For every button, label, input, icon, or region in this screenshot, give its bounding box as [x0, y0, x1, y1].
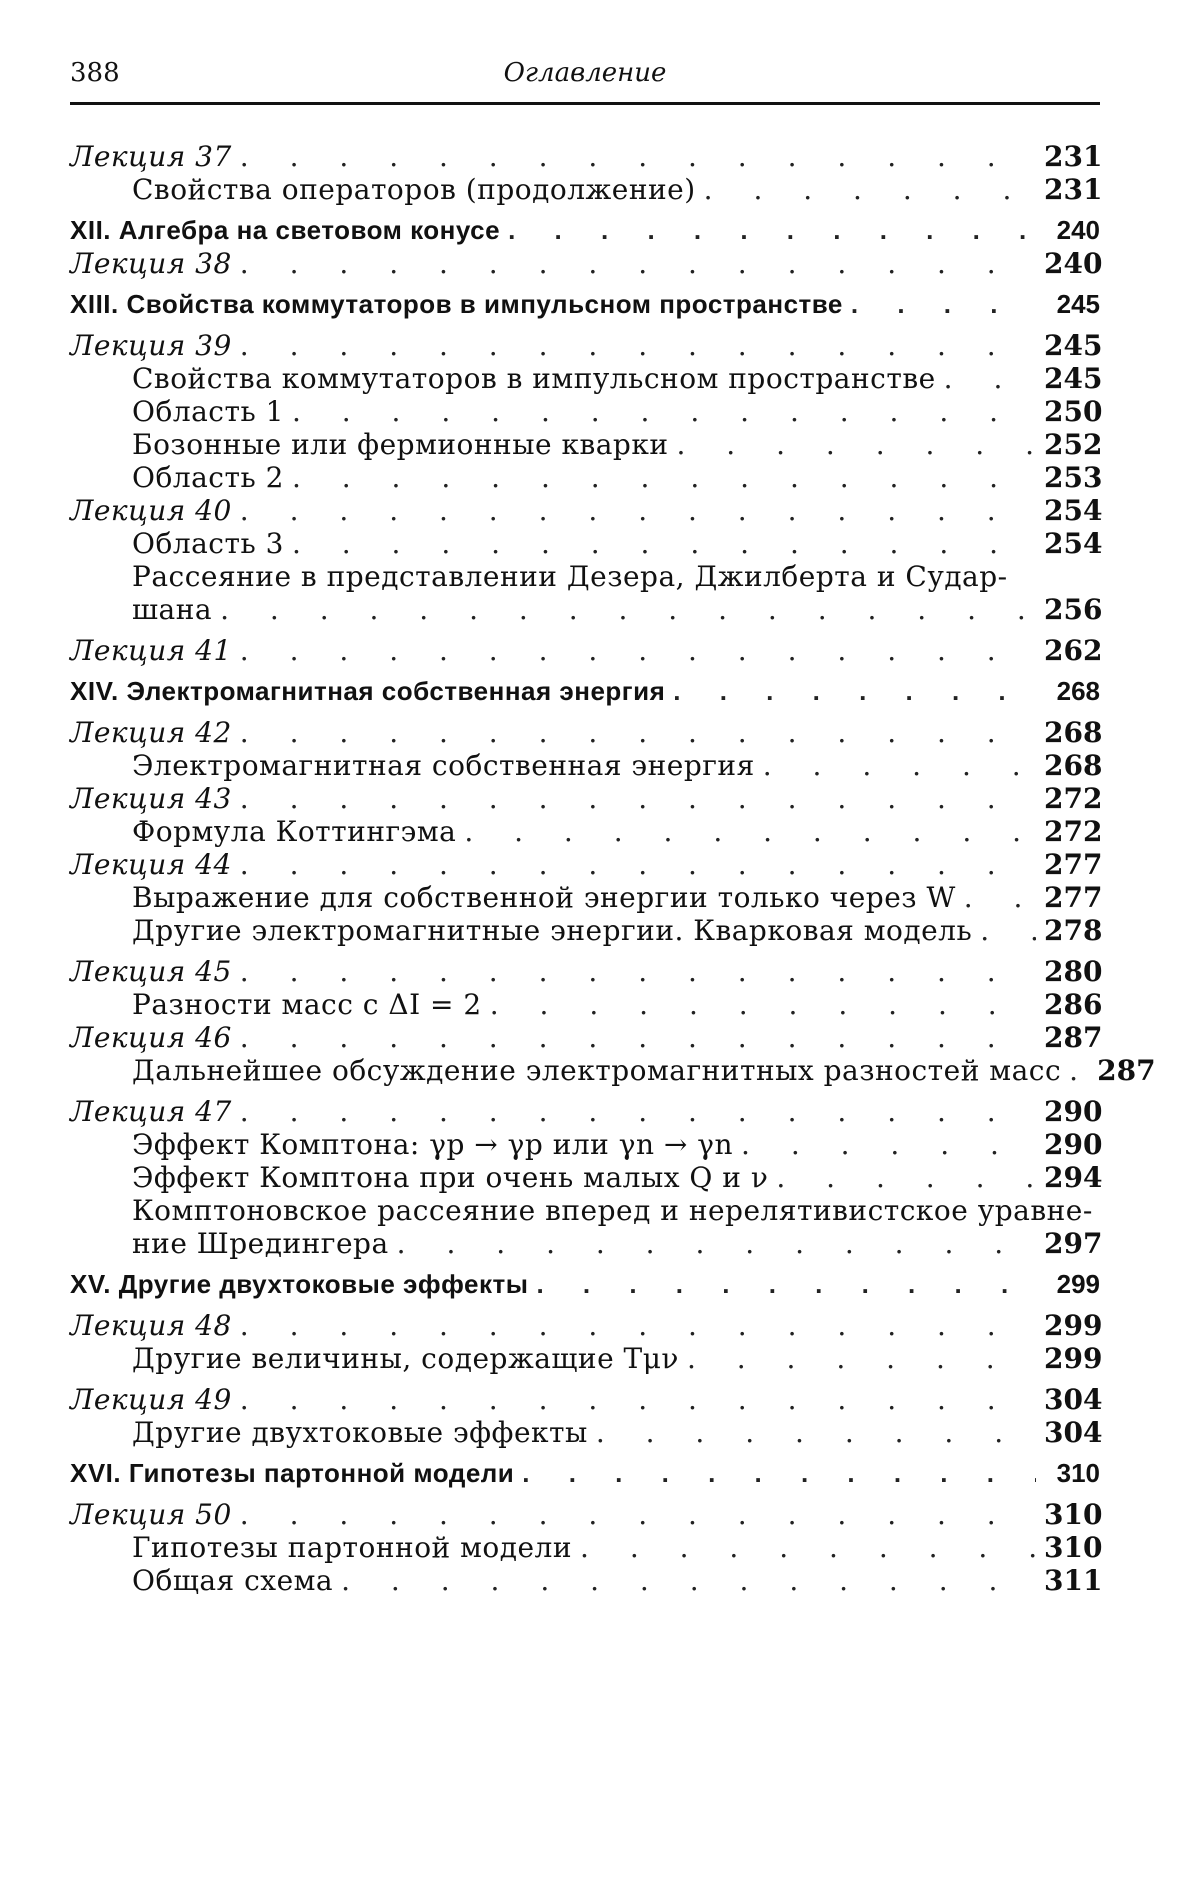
toc-entry-page-number: 240	[1044, 247, 1103, 280]
dot-leader	[341, 1564, 1036, 1597]
dot-leader	[1069, 1054, 1089, 1087]
toc-entry-title: XIII. Свойства коммутаторов в импульсном пространстве	[70, 289, 843, 319]
dot-leader	[292, 527, 1036, 560]
toc-entry-page-number: 287	[1097, 1054, 1156, 1087]
toc-entry-page-number: 245	[1056, 289, 1100, 319]
dot-leader	[240, 247, 1036, 280]
toc-entry-sub[interactable]	[70, 527, 1103, 560]
toc-entry-title: Лекция 38	[70, 247, 232, 280]
toc-entry-page-number: 286	[1044, 988, 1103, 1021]
dot-leader	[397, 1227, 1036, 1260]
toc-entry-page-number: 287	[1044, 1021, 1103, 1054]
toc-entry-sub[interactable]	[70, 173, 1103, 206]
toc-entry-page-number: 304	[1044, 1383, 1103, 1416]
toc-entry-page-number: 250	[1044, 395, 1103, 428]
toc-entry-title: Область 2	[132, 461, 284, 494]
dot-leader	[508, 214, 1036, 247]
toc-entry-page-number: 245	[1044, 329, 1103, 362]
toc-entry-title: Другие двухтоковые эффекты	[132, 1416, 588, 1449]
toc-entry-sub[interactable]	[70, 362, 1103, 395]
toc-entry-title: Лекция 47	[70, 1095, 232, 1128]
toc-entry-title: Разности масс с ΔI = 2	[132, 988, 482, 1021]
toc-entry-lecture[interactable]	[70, 329, 1103, 362]
toc-entry-page-number: 254	[1044, 494, 1103, 527]
toc-entry-title: Область 3	[132, 527, 284, 560]
toc-entry-chapter[interactable]	[70, 214, 1100, 247]
toc-entry-lecture[interactable]	[70, 494, 1103, 527]
dot-leader	[851, 288, 1036, 321]
toc-entry-lecture[interactable]	[70, 782, 1103, 815]
dot-leader	[292, 461, 1036, 494]
toc-entry-chapter[interactable]	[70, 288, 1100, 321]
toc-entry-sub[interactable]	[70, 428, 1103, 461]
toc-entry-lecture[interactable]	[70, 1383, 1103, 1416]
toc-entry-page-number: 252	[1044, 428, 1103, 461]
toc-entry-lecture[interactable]	[70, 247, 1103, 280]
toc-entry-title: Лекция 41	[70, 634, 232, 667]
toc-entry-page-number: 278	[1044, 914, 1103, 947]
toc-entry-title: Лекция 45	[70, 955, 232, 988]
toc-entry-page-number: 280	[1044, 955, 1103, 988]
dot-leader	[490, 988, 1036, 1021]
page-number: 388	[70, 58, 120, 88]
toc-entry-sub[interactable]	[70, 1564, 1103, 1597]
dot-leader	[763, 749, 1036, 782]
toc-entry-title: Другие электромагнитные энергии. Кварковая модель	[132, 914, 973, 947]
toc-entry-title: XIV. Электромагнитная собственная энергия	[70, 676, 666, 706]
dot-leader	[464, 815, 1036, 848]
toc-entry-title: Свойства операторов (продолжение)	[132, 173, 696, 206]
toc-entry-page-number: 272	[1044, 782, 1103, 815]
toc-entry-sub[interactable]	[70, 1416, 1103, 1449]
toc-entry-title: Лекция 46	[70, 1021, 232, 1054]
dot-leader	[687, 1342, 1036, 1375]
page-header	[70, 58, 1100, 105]
toc-entry-page-number: 299	[1056, 1269, 1100, 1299]
toc-entry-page-number: 290	[1044, 1095, 1103, 1128]
dot-leader	[240, 716, 1036, 749]
toc-entry-lecture[interactable]	[70, 848, 1103, 881]
toc-entry-title: Общая схема	[132, 1564, 334, 1597]
dot-leader	[240, 782, 1036, 815]
toc-entry-title: ние Шредингера	[132, 1227, 389, 1260]
toc-entry-page-number: 310	[1056, 1458, 1100, 1488]
dot-leader	[240, 848, 1036, 881]
toc-entry-page-number: 297	[1044, 1227, 1103, 1260]
toc-entry-title: Лекция 37	[70, 140, 232, 173]
toc-entry-title: Бозонные или фермионные кварки	[132, 428, 669, 461]
toc-entry-wrap[interactable]	[70, 1194, 1100, 1227]
toc-entry-sub[interactable]	[70, 1227, 1103, 1260]
toc-entry-page-number: 277	[1044, 848, 1103, 881]
toc-entry-title: Формула Коттингэма	[132, 815, 457, 848]
toc-entry-sub[interactable]	[70, 461, 1103, 494]
toc-entry-sub[interactable]	[70, 749, 1103, 782]
dot-leader	[240, 140, 1036, 173]
toc-entry-title: Свойства коммутаторов в импульсном пространстве	[132, 362, 936, 395]
toc-entry-page-number: 256	[1044, 593, 1103, 626]
toc-entry-page-number: 268	[1044, 749, 1103, 782]
toc-entry-title: Рассеяние в представлении Дезера, Джилберта и Судар-	[132, 560, 1008, 593]
table-of-contents	[70, 140, 1156, 1597]
toc-entry-sub[interactable]	[70, 395, 1103, 428]
toc-entry-title: Комптоновское рассеяние вперед и нерелятивистское уравне-	[132, 1194, 1093, 1227]
toc-entry-page-number: 231	[1044, 173, 1103, 206]
toc-entry-title: Область 1	[132, 395, 284, 428]
toc-entry-sub[interactable]	[70, 988, 1103, 1021]
toc-entry-title: Электромагнитная собственная энергия	[132, 749, 755, 782]
toc-entry-lecture[interactable]	[70, 1498, 1103, 1531]
toc-entry-sub[interactable]	[70, 1161, 1103, 1194]
toc-entry-title: Лекция 40	[70, 494, 232, 527]
toc-entry-page-number: 290	[1044, 1128, 1103, 1161]
toc-entry-page-number: 240	[1056, 215, 1100, 245]
toc-entry-page-number: 277	[1044, 881, 1103, 914]
toc-entry-page-number: 231	[1044, 140, 1103, 173]
toc-entry-page-number: 253	[1044, 461, 1103, 494]
toc-entry-title: шана	[132, 593, 213, 626]
dot-leader	[580, 1531, 1036, 1564]
toc-entry-page-number: 272	[1044, 815, 1103, 848]
toc-entry-lecture[interactable]	[70, 140, 1103, 173]
toc-entry-title: Лекция 42	[70, 716, 232, 749]
toc-entry-page-number: 245	[1044, 362, 1103, 395]
toc-entry-page-number: 262	[1044, 634, 1103, 667]
dot-leader	[240, 634, 1036, 667]
toc-entry-title: XVI. Гипотезы партонной модели	[70, 1458, 515, 1488]
toc-entry-page-number: 299	[1044, 1342, 1103, 1375]
toc-entry-lecture[interactable]	[70, 955, 1103, 988]
dot-leader	[704, 173, 1036, 206]
dot-leader	[240, 329, 1036, 362]
dot-leader	[964, 881, 1036, 914]
dot-leader	[741, 1128, 1036, 1161]
toc-entry-chapter[interactable]	[70, 1457, 1100, 1490]
toc-entry-sub[interactable]	[70, 1342, 1103, 1375]
dot-leader	[776, 1161, 1036, 1194]
toc-entry-page-number: 254	[1044, 527, 1103, 560]
dot-leader	[944, 362, 1036, 395]
toc-entry-wrap[interactable]	[70, 560, 1100, 593]
toc-entry-chapter[interactable]	[70, 675, 1100, 708]
dot-leader	[673, 675, 1036, 708]
toc-entry-page-number: 304	[1044, 1416, 1103, 1449]
dot-leader	[522, 1457, 1036, 1490]
toc-entry-sub[interactable]	[70, 815, 1103, 848]
toc-entry-title: Эффект Комптона: γp → γp или γn → γn	[132, 1128, 734, 1161]
toc-entry-lecture[interactable]	[70, 1309, 1103, 1342]
toc-entry-title: Лекция 39	[70, 329, 232, 362]
toc-entry-page-number: 299	[1044, 1309, 1103, 1342]
dot-leader	[220, 593, 1036, 626]
toc-entry-lecture[interactable]	[70, 716, 1103, 749]
toc-entry-sub[interactable]	[70, 1531, 1103, 1564]
toc-entry-title: Другие величины, содержащие Tμν	[132, 1342, 679, 1375]
toc-entry-page-number: 268	[1056, 676, 1100, 706]
dot-leader	[240, 1021, 1036, 1054]
toc-entry-lecture[interactable]	[70, 634, 1103, 667]
toc-entry-title: Лекция 44	[70, 848, 232, 881]
toc-entry-sub[interactable]	[70, 1054, 1156, 1087]
toc-entry-page-number: 294	[1044, 1161, 1103, 1194]
dot-leader	[240, 1095, 1036, 1128]
toc-entry-title: XV. Другие двухтоковые эффекты	[70, 1269, 529, 1299]
running-title: Оглавление	[503, 58, 667, 88]
dot-leader	[240, 494, 1036, 527]
toc-entry-page-number: 311	[1044, 1564, 1103, 1597]
toc-entry-sub[interactable]	[70, 593, 1103, 626]
dot-leader	[240, 1383, 1036, 1416]
toc-entry-lecture[interactable]	[70, 1021, 1103, 1054]
toc-entry-chapter[interactable]	[70, 1268, 1100, 1301]
toc-entry-sub[interactable]	[70, 1128, 1103, 1161]
toc-entry-title: Гипотезы партонной модели	[132, 1531, 573, 1564]
dot-leader	[292, 395, 1036, 428]
toc-entry-title: Эффект Комптона при очень малых Q и ν	[132, 1161, 769, 1194]
toc-entry-title: XII. Алгебра на световом конусе	[70, 215, 501, 245]
toc-entry-title: Лекция 49	[70, 1383, 232, 1416]
toc-entry-title: Лекция 43	[70, 782, 232, 815]
dot-leader	[240, 1309, 1036, 1342]
toc-entry-page-number: 310	[1044, 1531, 1103, 1564]
dot-leader	[677, 428, 1037, 461]
toc-entry-sub[interactable]	[70, 914, 1103, 947]
dot-leader	[596, 1416, 1036, 1449]
toc-entry-title: Дальнейшее обсуждение электромагнитных разностей масс	[132, 1054, 1062, 1087]
toc-entry-title: Выражение для собственной энергии только через W	[132, 881, 956, 914]
dot-leader	[980, 914, 1036, 947]
toc-entry-lecture[interactable]	[70, 1095, 1103, 1128]
dot-leader	[240, 1498, 1036, 1531]
toc-entry-page-number: 268	[1044, 716, 1103, 749]
dot-leader	[240, 955, 1036, 988]
toc-entry-page-number: 310	[1044, 1498, 1103, 1531]
toc-entry-title: Лекция 50	[70, 1498, 232, 1531]
dot-leader	[536, 1268, 1036, 1301]
toc-entry-sub[interactable]	[70, 881, 1103, 914]
toc-entry-title: Лекция 48	[70, 1309, 232, 1342]
